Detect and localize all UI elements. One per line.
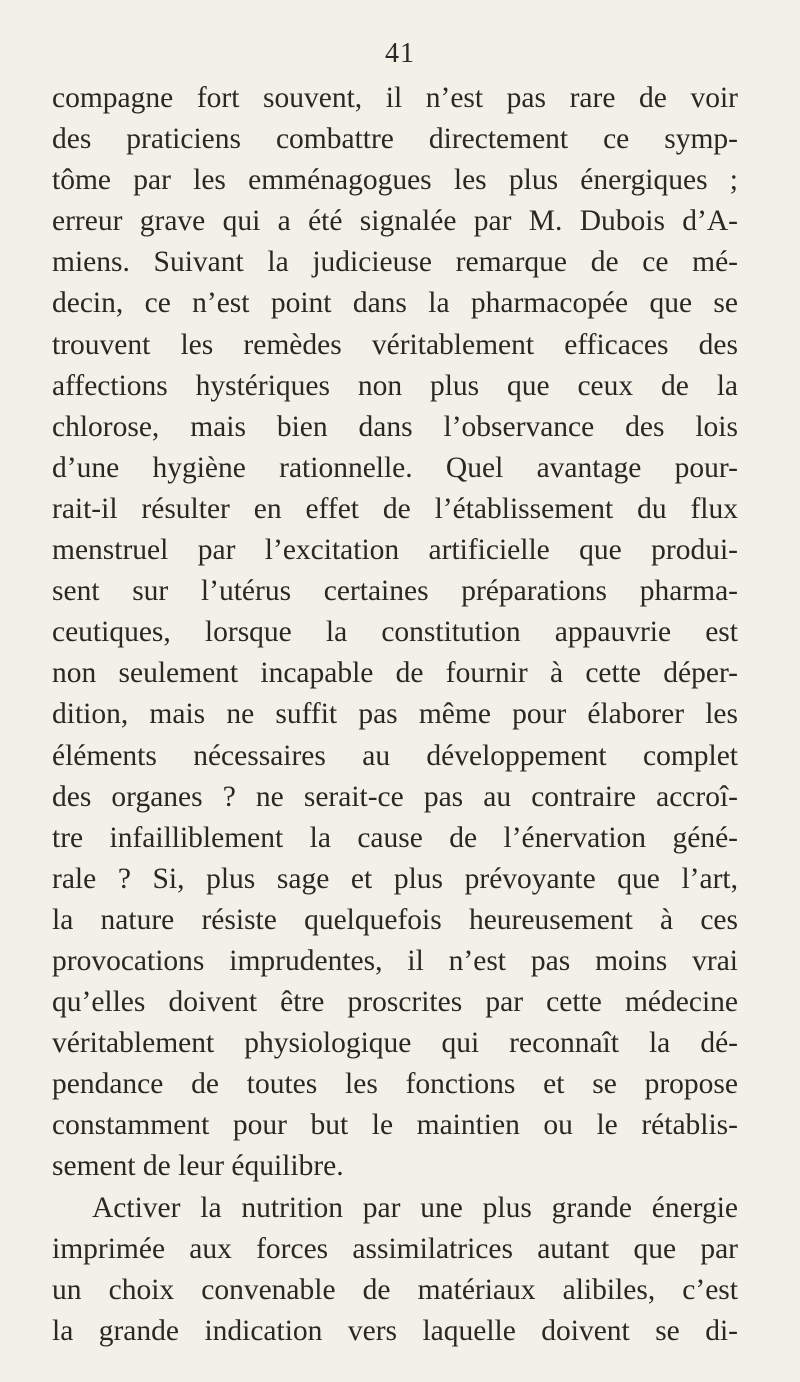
- text-line: la nature résiste quelquefois heureusement à ces: [52, 903, 738, 936]
- text-line: des praticiens combattre directement ce symp-: [52, 123, 738, 156]
- text-line: compagne fort souvent, il n’est pas rare de voir: [52, 82, 738, 114]
- text-line: un choix convenable de matériaux alibiles, c’est: [52, 1273, 738, 1306]
- text-line: non seulement incapable de fournir à cette déper-: [52, 657, 738, 690]
- text-line: tôme par les emménagogues les plus énergiques ;: [52, 164, 738, 197]
- text-line: véritablement physiologique qui reconnaît la dé-: [52, 1027, 738, 1060]
- text-line: provocations imprudentes, il n’est pas moins vrai: [52, 944, 738, 977]
- text-line: des organes ? ne serait-ce pas au contraire accroî-: [52, 780, 738, 813]
- paragraph-end-line: sement de leur équilibre.: [52, 1150, 344, 1183]
- text-line: tre infailliblement la cause de l’énervation géné-: [52, 821, 738, 854]
- text-line: sent sur l’utérus certaines préparations pharma-: [52, 575, 738, 608]
- text-line: éléments nécessaires au développement complet: [52, 739, 738, 772]
- text-line: erreur grave qui a été signalée par M. Dubois d’A-: [52, 205, 738, 238]
- text-line: miens. Suivant la judicieuse remarque de ce mé-: [52, 246, 738, 279]
- text-line: trouvent les remèdes véritablement efficaces des: [52, 328, 738, 361]
- text-line: la grande indication vers laquelle doivent se di-: [52, 1314, 738, 1347]
- text-line: rait-il résulter en effet de l’établissement du flux: [52, 492, 738, 525]
- text-line: imprimée aux forces assimilatrices autant que par: [52, 1232, 738, 1265]
- text-line: d’une hygiène rationnelle. Quel avantage pour-: [52, 451, 738, 484]
- text-line: qu’elles doivent être proscrites par cette médecine: [52, 986, 738, 1019]
- text-line: constamment pour but le maintien ou le rétablis-: [52, 1109, 738, 1142]
- page-number: 41: [385, 38, 415, 69]
- text-line: menstruel par l’excitation artificielle que produi-: [52, 534, 738, 567]
- text-line: rale ? Si, plus sage et plus prévoyante que l’art,: [52, 862, 738, 895]
- body-text: [52, 78, 738, 1352]
- paragraph-start-line: Activer la nutrition par une plus grande énergie: [92, 1191, 738, 1224]
- text-line: affections hystériques non plus que ceux de la: [52, 369, 738, 402]
- text-line: chlorose, mais bien dans l’observance des lois: [52, 410, 738, 443]
- text-line: ceutiques, lorsque la constitution appauvrie est: [52, 616, 738, 649]
- text-line: dition, mais ne suffit pas même pour élaborer les: [52, 698, 738, 731]
- text-line: decin, ce n’est point dans la pharmacopée que se: [52, 287, 738, 320]
- text-line: pendance de toutes les fonctions et se propose: [52, 1068, 738, 1101]
